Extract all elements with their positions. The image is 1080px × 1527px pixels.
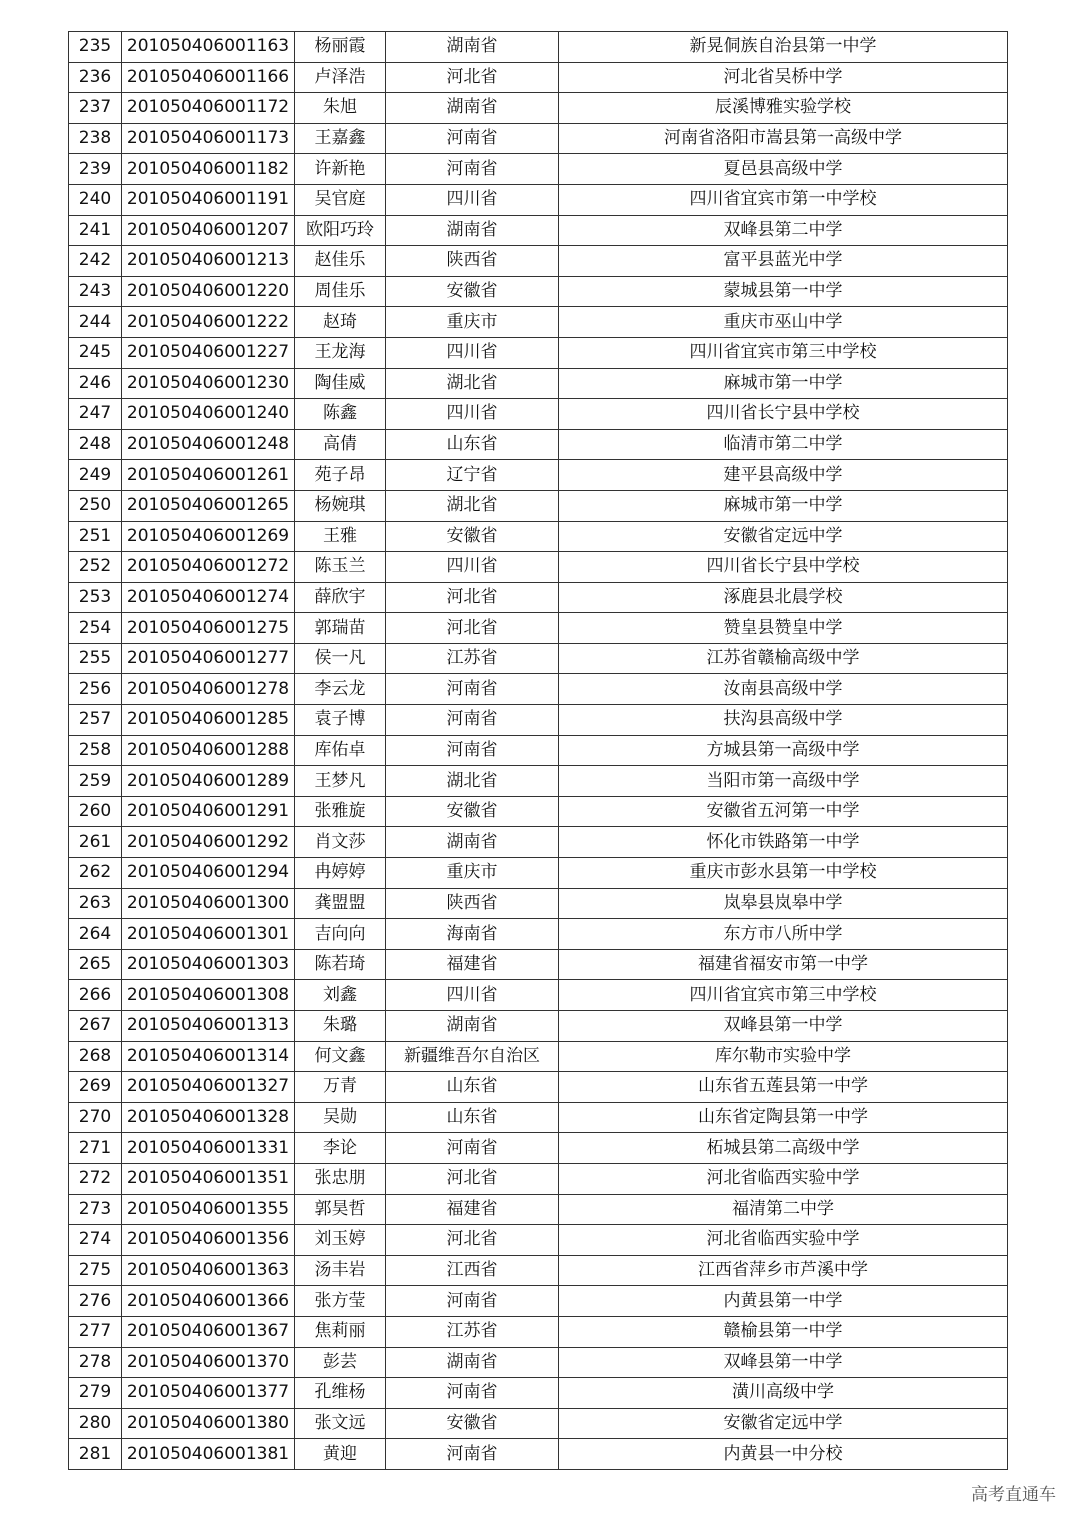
candidate-id-cell: 201050406001173	[122, 123, 295, 154]
school-name-cell: 赞皇县赞皇中学	[559, 613, 1008, 644]
row-number-cell: 274	[69, 1225, 122, 1256]
school-name-cell: 山东省定陶县第一中学	[559, 1102, 1008, 1133]
row-number-cell: 272	[69, 1163, 122, 1194]
candidate-id-cell: 201050406001381	[122, 1439, 295, 1470]
table-row	[69, 1072, 1008, 1103]
student-name-cell: 黄迎	[295, 1439, 386, 1470]
table-row	[69, 307, 1008, 338]
province-cell: 河北省	[386, 613, 559, 644]
candidate-id-cell: 201050406001278	[122, 674, 295, 705]
candidate-id-cell: 201050406001191	[122, 184, 295, 215]
province-cell: 湖南省	[386, 32, 559, 63]
province-cell: 辽宁省	[386, 460, 559, 491]
school-name-cell: 扶沟县高级中学	[559, 705, 1008, 736]
province-cell: 河北省	[386, 62, 559, 93]
row-number-cell: 277	[69, 1316, 122, 1347]
student-name-cell: 孔维杨	[295, 1378, 386, 1409]
candidate-id-cell: 201050406001274	[122, 582, 295, 613]
table-row	[69, 32, 1008, 63]
table-row	[69, 613, 1008, 644]
row-number-cell: 267	[69, 1011, 122, 1042]
province-cell: 山东省	[386, 1102, 559, 1133]
school-name-cell: 新晃侗族自治县第一中学	[559, 32, 1008, 63]
student-name-cell: 薛欣宇	[295, 582, 386, 613]
table-row	[69, 980, 1008, 1011]
candidate-id-cell: 201050406001288	[122, 735, 295, 766]
row-number-cell: 271	[69, 1133, 122, 1164]
candidate-id-cell: 201050406001328	[122, 1102, 295, 1133]
candidate-id-cell: 201050406001313	[122, 1011, 295, 1042]
school-name-cell: 安徽省定远中学	[559, 1408, 1008, 1439]
table-row	[69, 490, 1008, 521]
student-name-cell: 汤丰岩	[295, 1255, 386, 1286]
student-name-cell: 何文鑫	[295, 1041, 386, 1072]
student-name-cell: 库佑卓	[295, 735, 386, 766]
table-row	[69, 93, 1008, 124]
province-cell: 陕西省	[386, 246, 559, 277]
province-cell: 安徽省	[386, 276, 559, 307]
province-cell: 福建省	[386, 1194, 559, 1225]
row-number-cell: 279	[69, 1378, 122, 1409]
province-cell: 河南省	[386, 1439, 559, 1470]
school-name-cell: 麻城市第一中学	[559, 490, 1008, 521]
student-name-cell: 朱璐	[295, 1011, 386, 1042]
table-row	[69, 1163, 1008, 1194]
candidate-id-cell: 201050406001163	[122, 32, 295, 63]
row-number-cell: 246	[69, 368, 122, 399]
row-number-cell: 260	[69, 796, 122, 827]
province-cell: 海南省	[386, 919, 559, 950]
table-row	[69, 949, 1008, 980]
student-name-cell: 肖文莎	[295, 827, 386, 858]
student-name-cell: 王雅	[295, 521, 386, 552]
candidate-id-cell: 201050406001380	[122, 1408, 295, 1439]
province-cell: 湖南省	[386, 1011, 559, 1042]
school-name-cell: 柘城县第二高级中学	[559, 1133, 1008, 1164]
student-name-cell: 卢泽浩	[295, 62, 386, 93]
student-name-cell: 冉婷婷	[295, 858, 386, 889]
row-number-cell: 238	[69, 123, 122, 154]
student-name-cell: 张忠朋	[295, 1163, 386, 1194]
student-name-cell: 周佳乐	[295, 276, 386, 307]
table-row	[69, 1347, 1008, 1378]
table-row	[69, 62, 1008, 93]
table-row	[69, 1194, 1008, 1225]
row-number-cell: 256	[69, 674, 122, 705]
row-number-cell: 239	[69, 154, 122, 185]
province-cell: 湖北省	[386, 766, 559, 797]
table-row	[69, 827, 1008, 858]
table-row	[69, 368, 1008, 399]
row-number-cell: 235	[69, 32, 122, 63]
school-name-cell: 四川省宜宾市第三中学校	[559, 337, 1008, 368]
province-cell: 河北省	[386, 1225, 559, 1256]
candidate-id-cell: 201050406001182	[122, 154, 295, 185]
school-name-cell: 重庆市彭水县第一中学校	[559, 858, 1008, 889]
school-name-cell: 山东省五莲县第一中学	[559, 1072, 1008, 1103]
school-name-cell: 安徽省五河第一中学	[559, 796, 1008, 827]
school-name-cell: 河北省临西实验中学	[559, 1225, 1008, 1256]
student-name-cell: 杨婉琪	[295, 490, 386, 521]
student-name-cell: 陶佳威	[295, 368, 386, 399]
student-name-cell: 彭芸	[295, 1347, 386, 1378]
province-cell: 安徽省	[386, 521, 559, 552]
table-row	[69, 1133, 1008, 1164]
row-number-cell: 247	[69, 399, 122, 430]
candidate-id-cell: 201050406001291	[122, 796, 295, 827]
school-name-cell: 双峰县第二中学	[559, 215, 1008, 246]
candidate-id-cell: 201050406001277	[122, 643, 295, 674]
school-name-cell: 蒙城县第一中学	[559, 276, 1008, 307]
row-number-cell: 270	[69, 1102, 122, 1133]
province-cell: 四川省	[386, 399, 559, 430]
student-name-cell: 郭瑞苗	[295, 613, 386, 644]
province-cell: 四川省	[386, 980, 559, 1011]
school-name-cell: 福建省福安市第一中学	[559, 949, 1008, 980]
province-cell: 山东省	[386, 429, 559, 460]
candidate-id-cell: 201050406001377	[122, 1378, 295, 1409]
row-number-cell: 264	[69, 919, 122, 950]
province-cell: 新疆维吾尔自治区	[386, 1041, 559, 1072]
table-row	[69, 1225, 1008, 1256]
candidate-id-cell: 201050406001367	[122, 1316, 295, 1347]
province-cell: 安徽省	[386, 1408, 559, 1439]
table-row	[69, 552, 1008, 583]
province-cell: 河南省	[386, 1286, 559, 1317]
table-row	[69, 1378, 1008, 1409]
candidate-id-cell: 201050406001331	[122, 1133, 295, 1164]
row-number-cell: 259	[69, 766, 122, 797]
table-row	[69, 796, 1008, 827]
row-number-cell: 278	[69, 1347, 122, 1378]
province-cell: 山东省	[386, 1072, 559, 1103]
candidate-id-cell: 201050406001356	[122, 1225, 295, 1256]
table-row	[69, 1316, 1008, 1347]
student-name-cell: 张方莹	[295, 1286, 386, 1317]
table-row	[69, 643, 1008, 674]
row-number-cell: 269	[69, 1072, 122, 1103]
student-name-cell: 高倩	[295, 429, 386, 460]
school-name-cell: 夏邑县高级中学	[559, 154, 1008, 185]
school-name-cell: 岚皋县岚皋中学	[559, 888, 1008, 919]
table-row	[69, 123, 1008, 154]
student-name-cell: 李云龙	[295, 674, 386, 705]
province-cell: 河北省	[386, 1163, 559, 1194]
table-row	[69, 766, 1008, 797]
school-name-cell: 四川省长宁县中学校	[559, 399, 1008, 430]
school-name-cell: 库尔勒市实验中学	[559, 1041, 1008, 1072]
province-cell: 重庆市	[386, 307, 559, 338]
province-cell: 河北省	[386, 582, 559, 613]
candidate-id-cell: 201050406001220	[122, 276, 295, 307]
school-name-cell: 赣榆县第一中学	[559, 1316, 1008, 1347]
student-name-cell: 朱旭	[295, 93, 386, 124]
candidate-id-cell: 201050406001222	[122, 307, 295, 338]
school-name-cell: 河南省洛阳市嵩县第一高级中学	[559, 123, 1008, 154]
candidate-id-cell: 201050406001172	[122, 93, 295, 124]
province-cell: 陕西省	[386, 888, 559, 919]
student-name-cell: 王梦凡	[295, 766, 386, 797]
table-row	[69, 674, 1008, 705]
student-name-cell: 吉向向	[295, 919, 386, 950]
province-cell: 湖北省	[386, 490, 559, 521]
school-name-cell: 江西省萍乡市芦溪中学	[559, 1255, 1008, 1286]
candidate-id-cell: 201050406001285	[122, 705, 295, 736]
candidate-id-cell: 201050406001272	[122, 552, 295, 583]
row-number-cell: 255	[69, 643, 122, 674]
candidate-id-cell: 201050406001248	[122, 429, 295, 460]
student-name-cell: 郭昊哲	[295, 1194, 386, 1225]
province-cell: 四川省	[386, 552, 559, 583]
province-cell: 湖南省	[386, 215, 559, 246]
table-row	[69, 1041, 1008, 1072]
candidate-id-cell: 201050406001240	[122, 399, 295, 430]
row-number-cell: 253	[69, 582, 122, 613]
candidate-id-cell: 201050406001300	[122, 888, 295, 919]
row-number-cell: 268	[69, 1041, 122, 1072]
province-cell: 河南省	[386, 674, 559, 705]
school-name-cell: 河北省吴桥中学	[559, 62, 1008, 93]
province-cell: 湖北省	[386, 368, 559, 399]
table-row	[69, 888, 1008, 919]
school-name-cell: 怀化市铁路第一中学	[559, 827, 1008, 858]
table-row	[69, 1408, 1008, 1439]
row-number-cell: 266	[69, 980, 122, 1011]
row-number-cell: 263	[69, 888, 122, 919]
student-name-cell: 侯一凡	[295, 643, 386, 674]
table-row	[69, 521, 1008, 552]
student-name-cell: 焦莉丽	[295, 1316, 386, 1347]
candidate-id-cell: 201050406001207	[122, 215, 295, 246]
row-number-cell: 248	[69, 429, 122, 460]
student-name-cell: 陈鑫	[295, 399, 386, 430]
student-name-cell: 王龙海	[295, 337, 386, 368]
student-name-cell: 李论	[295, 1133, 386, 1164]
school-name-cell: 汝南县高级中学	[559, 674, 1008, 705]
row-number-cell: 241	[69, 215, 122, 246]
school-name-cell: 方城县第一高级中学	[559, 735, 1008, 766]
row-number-cell: 242	[69, 246, 122, 277]
student-name-cell: 赵琦	[295, 307, 386, 338]
student-name-cell: 万青	[295, 1072, 386, 1103]
province-cell: 重庆市	[386, 858, 559, 889]
student-name-cell: 刘玉婷	[295, 1225, 386, 1256]
table-row	[69, 154, 1008, 185]
school-name-cell: 江苏省赣榆高级中学	[559, 643, 1008, 674]
table-row	[69, 215, 1008, 246]
candidate-id-cell: 201050406001289	[122, 766, 295, 797]
province-cell: 江西省	[386, 1255, 559, 1286]
table-row	[69, 858, 1008, 889]
table-body	[69, 32, 1008, 1470]
admission-list-table	[68, 31, 1008, 1470]
school-name-cell: 四川省长宁县中学校	[559, 552, 1008, 583]
province-cell: 河南省	[386, 735, 559, 766]
province-cell: 湖南省	[386, 827, 559, 858]
row-number-cell: 257	[69, 705, 122, 736]
school-name-cell: 福清第二中学	[559, 1194, 1008, 1225]
candidate-id-cell: 201050406001355	[122, 1194, 295, 1225]
school-name-cell: 临清市第二中学	[559, 429, 1008, 460]
row-number-cell: 245	[69, 337, 122, 368]
student-name-cell: 吴勋	[295, 1102, 386, 1133]
row-number-cell: 236	[69, 62, 122, 93]
school-name-cell: 河北省临西实验中学	[559, 1163, 1008, 1194]
province-cell: 四川省	[386, 337, 559, 368]
candidate-id-cell: 201050406001301	[122, 919, 295, 950]
row-number-cell: 280	[69, 1408, 122, 1439]
candidate-id-cell: 201050406001294	[122, 858, 295, 889]
table-row	[69, 184, 1008, 215]
table-row	[69, 1439, 1008, 1470]
table-row	[69, 919, 1008, 950]
candidate-id-cell: 201050406001230	[122, 368, 295, 399]
school-name-cell: 辰溪博雅实验学校	[559, 93, 1008, 124]
school-name-cell: 内黄县第一中学	[559, 1286, 1008, 1317]
student-name-cell: 苑子昂	[295, 460, 386, 491]
student-name-cell: 陈若琦	[295, 949, 386, 980]
candidate-id-cell: 201050406001351	[122, 1163, 295, 1194]
student-name-cell: 赵佳乐	[295, 246, 386, 277]
student-name-cell: 杨丽霞	[295, 32, 386, 63]
student-name-cell: 刘鑫	[295, 980, 386, 1011]
table-row	[69, 460, 1008, 491]
student-name-cell: 张文远	[295, 1408, 386, 1439]
candidate-id-cell: 201050406001265	[122, 490, 295, 521]
school-name-cell: 内黄县一中分校	[559, 1439, 1008, 1470]
row-number-cell: 275	[69, 1255, 122, 1286]
school-name-cell: 潢川高级中学	[559, 1378, 1008, 1409]
table-row	[69, 429, 1008, 460]
row-number-cell: 258	[69, 735, 122, 766]
school-name-cell: 重庆市巫山中学	[559, 307, 1008, 338]
table-row	[69, 399, 1008, 430]
candidate-id-cell: 201050406001308	[122, 980, 295, 1011]
row-number-cell: 251	[69, 521, 122, 552]
student-name-cell: 吴官庭	[295, 184, 386, 215]
table-row	[69, 1255, 1008, 1286]
row-number-cell: 250	[69, 490, 122, 521]
province-cell: 江苏省	[386, 1316, 559, 1347]
province-cell: 安徽省	[386, 796, 559, 827]
row-number-cell: 240	[69, 184, 122, 215]
row-number-cell: 252	[69, 552, 122, 583]
row-number-cell: 249	[69, 460, 122, 491]
province-cell: 江苏省	[386, 643, 559, 674]
row-number-cell: 265	[69, 949, 122, 980]
row-number-cell: 243	[69, 276, 122, 307]
candidate-id-cell: 201050406001227	[122, 337, 295, 368]
province-cell: 四川省	[386, 184, 559, 215]
row-number-cell: 262	[69, 858, 122, 889]
student-name-cell: 王嘉鑫	[295, 123, 386, 154]
student-name-cell: 陈玉兰	[295, 552, 386, 583]
province-cell: 河南省	[386, 1378, 559, 1409]
row-number-cell: 276	[69, 1286, 122, 1317]
student-name-cell: 许新艳	[295, 154, 386, 185]
table-row	[69, 276, 1008, 307]
table-row	[69, 1011, 1008, 1042]
school-name-cell: 麻城市第一中学	[559, 368, 1008, 399]
table-row	[69, 735, 1008, 766]
row-number-cell: 237	[69, 93, 122, 124]
row-number-cell: 261	[69, 827, 122, 858]
candidate-id-cell: 201050406001370	[122, 1347, 295, 1378]
candidate-id-cell: 201050406001303	[122, 949, 295, 980]
table-row	[69, 246, 1008, 277]
row-number-cell: 273	[69, 1194, 122, 1225]
candidate-id-cell: 201050406001213	[122, 246, 295, 277]
school-name-cell: 安徽省定远中学	[559, 521, 1008, 552]
school-name-cell: 双峰县第一中学	[559, 1011, 1008, 1042]
watermark-text: 高考直通车	[971, 1485, 1056, 1505]
school-name-cell: 富平县蓝光中学	[559, 246, 1008, 277]
province-cell: 福建省	[386, 949, 559, 980]
row-number-cell: 244	[69, 307, 122, 338]
student-name-cell: 张雅旋	[295, 796, 386, 827]
province-cell: 湖南省	[386, 93, 559, 124]
table-row	[69, 1102, 1008, 1133]
school-name-cell: 东方市八所中学	[559, 919, 1008, 950]
student-name-cell: 欧阳巧玲	[295, 215, 386, 246]
candidate-id-cell: 201050406001363	[122, 1255, 295, 1286]
candidate-id-cell: 201050406001327	[122, 1072, 295, 1103]
province-cell: 河南省	[386, 123, 559, 154]
row-number-cell: 281	[69, 1439, 122, 1470]
table-row	[69, 582, 1008, 613]
student-name-cell: 袁子博	[295, 705, 386, 736]
school-name-cell: 双峰县第一中学	[559, 1347, 1008, 1378]
school-name-cell: 四川省宜宾市第一中学校	[559, 184, 1008, 215]
row-number-cell: 254	[69, 613, 122, 644]
province-cell: 湖南省	[386, 1347, 559, 1378]
table-row	[69, 337, 1008, 368]
candidate-id-cell: 201050406001292	[122, 827, 295, 858]
candidate-id-cell: 201050406001269	[122, 521, 295, 552]
school-name-cell: 当阳市第一高级中学	[559, 766, 1008, 797]
student-name-cell: 龚盟盟	[295, 888, 386, 919]
school-name-cell: 四川省宜宾市第三中学校	[559, 980, 1008, 1011]
province-cell: 河南省	[386, 1133, 559, 1164]
candidate-id-cell: 201050406001275	[122, 613, 295, 644]
school-name-cell: 建平县高级中学	[559, 460, 1008, 491]
province-cell: 河南省	[386, 154, 559, 185]
province-cell: 河南省	[386, 705, 559, 736]
table-row	[69, 1286, 1008, 1317]
school-name-cell: 涿鹿县北晨学校	[559, 582, 1008, 613]
candidate-id-cell: 201050406001166	[122, 62, 295, 93]
candidate-id-cell: 201050406001261	[122, 460, 295, 491]
candidate-id-cell: 201050406001366	[122, 1286, 295, 1317]
candidate-id-cell: 201050406001314	[122, 1041, 295, 1072]
table-row	[69, 705, 1008, 736]
